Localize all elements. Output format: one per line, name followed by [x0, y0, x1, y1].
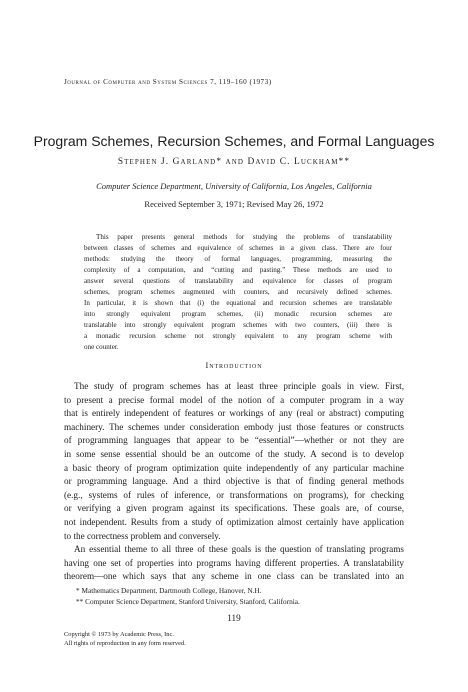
abstract-line: schemes, program schemes augmented with counters, and recursively defined schemes. [84, 288, 392, 296]
abstract-line: into strongly equivalent program schemes, (ii) monadic recursion schemes are [84, 310, 392, 318]
body-line: An essential theme to all three of these goals is the question of translating programs [74, 544, 404, 555]
journal-header: Journal of Computer and System Sciences 7, 119–160 (1973) [64, 78, 272, 86]
abstract-line: answer several questions of translatability and equivalence for classes of program [84, 277, 392, 285]
footnote: * Mathematics Department, Dartmouth College, Hanover, N.H. [76, 586, 262, 595]
body-line: that is entirely independent of features or workings of any (real or abstract) computing [64, 408, 404, 419]
abstract-line: one counter. [84, 343, 119, 351]
page-number: 119 [227, 613, 241, 623]
copyright-line: Copyright © 1973 by Academic Press, Inc. [64, 631, 174, 638]
body-line: (e.g., systems of rules of inference, or transformations on programs), for checking [64, 489, 404, 500]
body-line: or programming language. And a third objective is that of finding general methods [64, 476, 404, 487]
abstract-line: complexity of a computation, and “cutting and pasting.” These methods are used to [84, 266, 392, 274]
received-dates: Received September 3, 1971; Revised May 26, 1972 [144, 199, 324, 209]
body-line: of programming languages that appear to be “essential”—whether or not they are [64, 435, 404, 446]
body-line: to present a precise formal model of the notion of a computer program in a way [64, 394, 404, 405]
section-heading: Introduction [205, 361, 263, 370]
abstract-line: In particular, it is shown that (i) the equational and recursion schemes are translatable [84, 299, 392, 307]
author-affiliation: Computer Science Department, University of California, Los Angeles, California [96, 181, 372, 191]
abstract-line: between classes of schemes and equivalence of schemes in a given class. There are four [84, 244, 392, 252]
article-authors: Stephen J. Garland* and David C. Luckham** [117, 157, 351, 167]
body-line: to the correctness problem and conversely. [64, 530, 221, 541]
body-line: not independent. Results from a study of optimization almost certainly have application [64, 516, 404, 527]
abstract [84, 232, 392, 353]
copyright-notice [64, 630, 186, 648]
body-line: machinery. The schemes under consideration embody just those features or constructs [64, 421, 404, 432]
body-line: theorem—one which says that any scheme in one class can be translated into an [64, 571, 404, 582]
copyright-line: All rights of reproduction in any form reserved. [64, 640, 186, 647]
footnotes [76, 585, 396, 607]
body-line: in some sense essential should be an outcome of the study. A second is to develop [64, 448, 404, 459]
body-line: The study of program schemes has at least three principle goals in view. First, [74, 381, 404, 391]
abstract-line: methods: studying the theory of formal languages, programming, measuring the [84, 255, 392, 263]
footnote: ** Computer Science Department, Stanford University, Stanford, California. [76, 597, 300, 606]
body-line: having one set of properties into programs having different properties. A translatability [64, 557, 404, 568]
article-title: Program Schemes, Recursion Schemes, and Formal Languages [33, 133, 435, 149]
abstract-line: This paper presents general methods for studying the problems of translatability [96, 233, 392, 241]
abstract-line: translatable into strongly equivalent program schemes with two counters, (iii) there is [84, 321, 392, 329]
abstract-line: a monadic recursion scheme not strongly equivalent to any program scheme with [84, 332, 392, 340]
body-text [64, 380, 404, 584]
body-line: a basic theory of program optimization quite independently of any particular machine [64, 462, 404, 473]
body-line: or verifying a given program against its specifications. These goals are, of course, [64, 503, 404, 514]
